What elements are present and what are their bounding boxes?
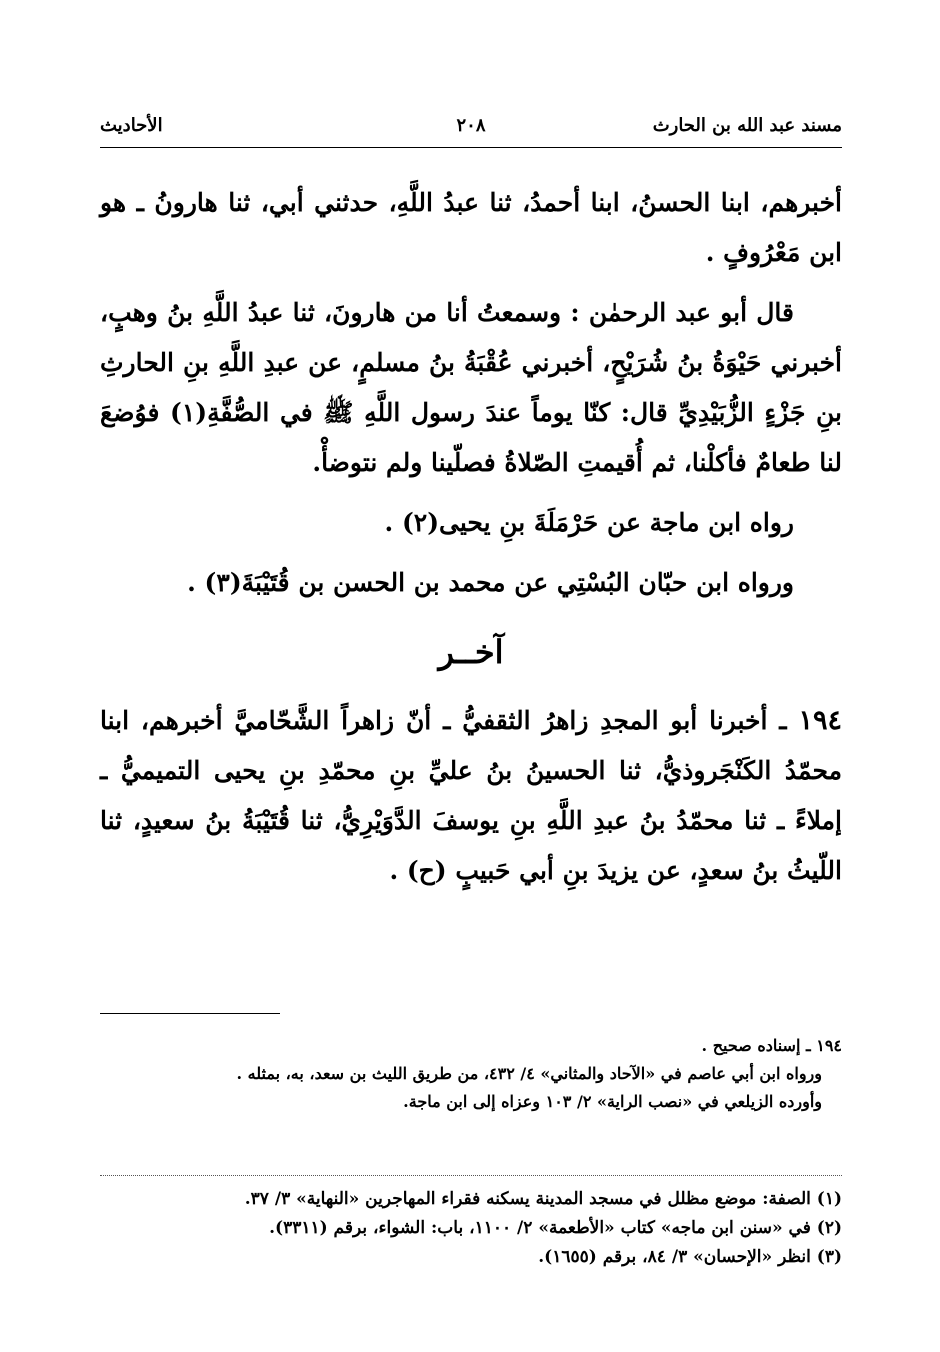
note-2: ورواه ابن أبي عاصم في «الآحاد والمثاني» ٤/ ٤٣٢، من طريق الليث بن سعد، به، بمثله .: [236, 1064, 822, 1083]
note-3: وأورده الزيلعي في «نصب الراية» ٢/ ١٠٣ وعزاه إلى ابن ماجة.: [403, 1092, 822, 1111]
notes-rule: [100, 1013, 280, 1014]
hadith-text: ـ أخبرنا أبو المجدِ زاهرُ الثقفيُّ ـ أنّ زاهراً الشَّحّاميَّ أخبرهم، ابنا محمّدُ الكَنْجَروذيُّ، ثنا الحسينُ بنُ عليِّ بنِ محمّدِ بنِ يحيى التميميُّ ـ إملاءً ـ ثنا محمّدُ بنُ عبدِ اللَّهِ بنِ يوسفَ الدَّوَيْرِيُّ، ثنا قُتَيْبَةُ بنُ سعيدٍ، ثنا اللّيثُ بنُ سعدٍ، عن يزيدَ بنِ أبي حَبيبٍ (ح) .: [100, 706, 842, 885]
running-header: [100, 115, 842, 145]
section-title: آخــر: [438, 633, 504, 671]
page-number: ٢٠٨: [456, 115, 486, 136]
paragraph-2: قال أبو عبد الرحمٰن : وسمعتُ أنا من هارونَ، ثنا عبدُ اللَّهِ بنُ وهبٍ، أخبرني حَيْوَةُ بنُ شُرَيْحٍ، أخبرني عُقْبَةُ بنُ مسلمٍ، عن عبدِ اللَّهِ بنِ الحارثِ بنِ جَزْءٍ الزُّبَيْدِيِّ قال: كنّا يوماً عندَ رسول اللَّهِ ﷺ في الصُّفَّةِ(١) فوُضعَ لنا طعامٌ فأكلْنا، ثم أُقيمتِ الصّلاةُ فصلّينا ولم نتوضأْ.: [100, 298, 842, 477]
book-title: مسند عبد الله بن الحارث: [652, 115, 842, 136]
footnote-1: (١) الصفة: موضع مظلل في مسجد المدينة يسكنه فقراء المهاجرين «النهاية» ٣/ ٣٧.: [244, 1189, 842, 1209]
footnote-3: (٣) انظر «الإحسان» ٣/ ٨٤، برقم (١٦٥٥).: [538, 1247, 842, 1267]
hadith-number: ١٩٤: [798, 705, 842, 736]
footnote-2: (٢) في «سنن ابن ماجه» كتاب «الأطعمة» ٢/ ١١٠٠، باب: الشواء، برقم (٣٣١١).: [269, 1218, 842, 1238]
hadith-paragraph: [100, 696, 842, 896]
footnotes: [100, 1185, 842, 1272]
note-1: ١٩٤ ـ إسناده صحيح .: [701, 1036, 842, 1055]
paragraph-4: ورواه ابن حبّان البُسْتِي عن محمد بن الحسن بن قُتَيْبَةَ(٣) .: [187, 568, 794, 597]
main-text: [100, 178, 842, 896]
header-rule: [100, 147, 842, 148]
paragraph-1: أخبرهم، ابنا الحسنُ، ابنا أحمدُ، ثنا عبدُ اللَّهِ، حدثني أبي، ثنا هارونُ ـ هو ابن مَعْرُوفٍ .: [100, 188, 842, 267]
hadith-notes: [100, 1032, 842, 1116]
footnote-rule: [100, 1175, 842, 1176]
paragraph-3: رواه ابن ماجة عن حَرْمَلَةَ بنِ يحيى(٢) .: [384, 508, 794, 537]
section-name: الأحاديث: [100, 115, 163, 136]
